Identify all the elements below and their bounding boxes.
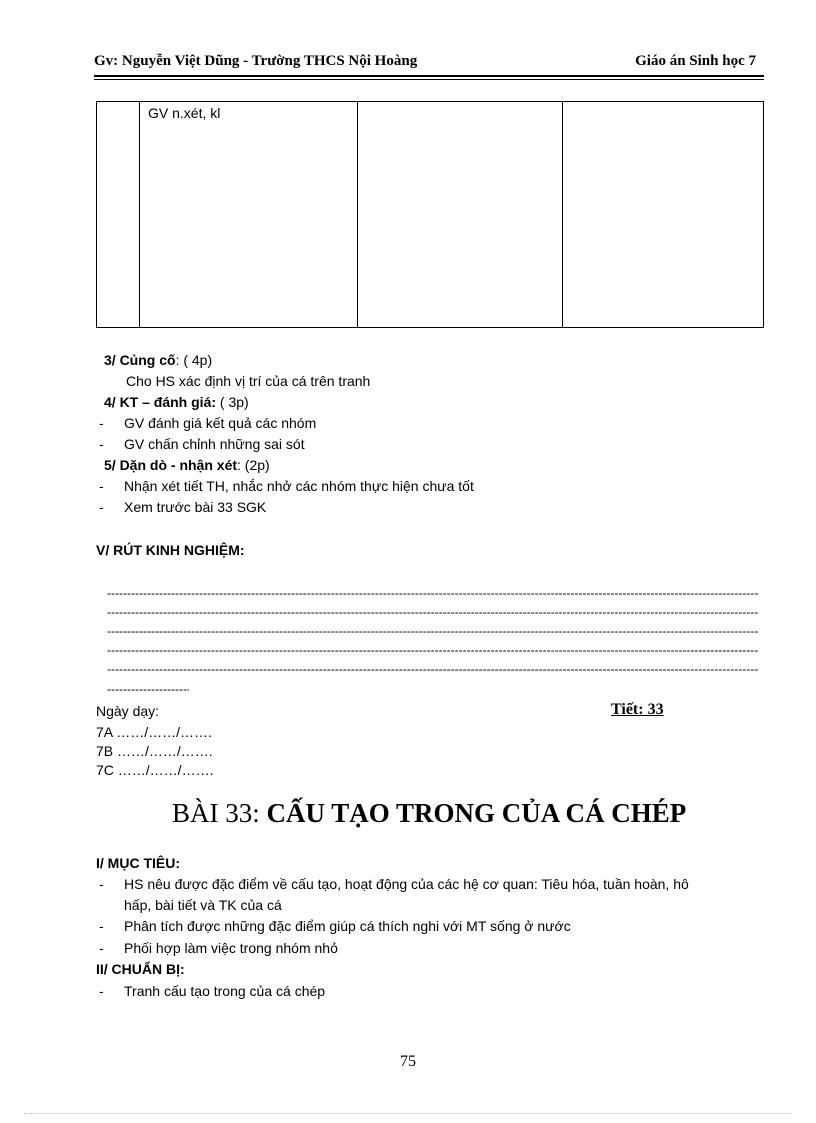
muc-tieu-item: Phân tích được những đặc điểm giúp cá thích nghi với MT sống ở nước xyxy=(124,918,571,934)
chuan-bi-heading: II/ CHUẨN BỊ: xyxy=(96,961,185,977)
bullet-dash: - xyxy=(99,478,104,494)
lesson-prefix: BÀI 33: xyxy=(172,798,267,828)
dotted-line-short xyxy=(107,680,189,699)
table-cell-text: GV n.xét, kl xyxy=(148,105,221,121)
kt-label: 4/ KT – đánh giá: xyxy=(104,394,217,410)
activity-table xyxy=(96,101,764,328)
class-date-7c: 7C ……/……/……. xyxy=(96,762,214,778)
muc-tieu-heading: I/ MỤC TIÊU: xyxy=(96,855,180,871)
class-date-7b: 7B ……/……/……. xyxy=(96,743,213,759)
dan-do-item: Xem trước bài 33 SGK xyxy=(124,499,267,515)
bullet-dash: - xyxy=(99,983,104,999)
bullet-dash: - xyxy=(99,415,104,431)
table-row xyxy=(97,102,764,328)
rut-kinh-nghiem-heading: V/ RÚT KINH NGHIỆM: xyxy=(96,542,245,558)
cung-co-label: 3/ Củng cố xyxy=(104,352,176,368)
kt-line xyxy=(104,392,249,412)
dotted-line xyxy=(107,603,759,622)
header-rule-thick xyxy=(94,75,764,77)
ngay-day-label: Ngày dạy: xyxy=(96,703,160,719)
dan-do-item: Nhận xét tiết TH, nhắc nhở các nhóm thực hiện chưa tốt xyxy=(124,478,474,494)
dotted-line xyxy=(107,641,759,660)
cung-co-line xyxy=(104,350,212,370)
bullet-dash: - xyxy=(99,436,104,452)
header-left: Gv: Nguyễn Việt Dũng - Trường THCS Nội Hoàng xyxy=(94,53,418,69)
tiet-label: Tiết: 33 xyxy=(611,701,664,718)
cung-co-text: Cho HS xác định vị trí của cá trên tranh xyxy=(126,373,371,389)
table-cell xyxy=(563,102,764,328)
muc-tieu-item-cont: hấp, bài tiết và TK của cá xyxy=(124,897,282,913)
class-date-7a: 7A ……/……/……. xyxy=(96,724,212,740)
muc-tieu-item: Phối hợp làm việc trong nhóm nhỏ xyxy=(124,940,338,956)
kt-item: GV chấn chỉnh những sai sót xyxy=(124,436,305,452)
header-rule-thin xyxy=(94,79,764,80)
bullet-dash: - xyxy=(99,918,104,934)
bullet-dash: - xyxy=(99,499,104,515)
dan-do-time: : (2p) xyxy=(237,457,270,473)
bullet-dash: - xyxy=(99,876,104,892)
chuan-bi-item: Tranh cấu tạo trong của cá chép xyxy=(124,983,326,999)
kt-time: ( 3p) xyxy=(216,394,249,410)
table-cell xyxy=(358,102,563,328)
kt-item: GV đánh giá kết quả các nhóm xyxy=(124,415,317,431)
table-cell xyxy=(97,102,140,328)
table-cell xyxy=(140,102,358,328)
lesson-name: CẤU TẠO TRONG CỦA CÁ CHÉP xyxy=(266,798,687,828)
header-right: Giáo án Sinh học 7 xyxy=(635,53,756,69)
dotted-line xyxy=(107,622,759,641)
dan-do-line xyxy=(104,455,270,475)
page-bottom-border xyxy=(24,1113,792,1114)
bullet-dash: - xyxy=(99,940,104,956)
muc-tieu-item: HS nêu được đặc điểm về cấu tạo, hoạt động của các hệ cơ quan: Tiêu hóa, tuần hoàn, hô xyxy=(124,876,689,892)
dotted-line xyxy=(107,584,759,603)
lesson-title xyxy=(172,798,686,829)
dan-do-label: 5/ Dặn dò - nhận xét xyxy=(104,457,238,473)
cung-co-time: : ( 4p) xyxy=(175,352,213,368)
page-number: 75 xyxy=(400,1053,416,1070)
dotted-line xyxy=(107,660,759,679)
